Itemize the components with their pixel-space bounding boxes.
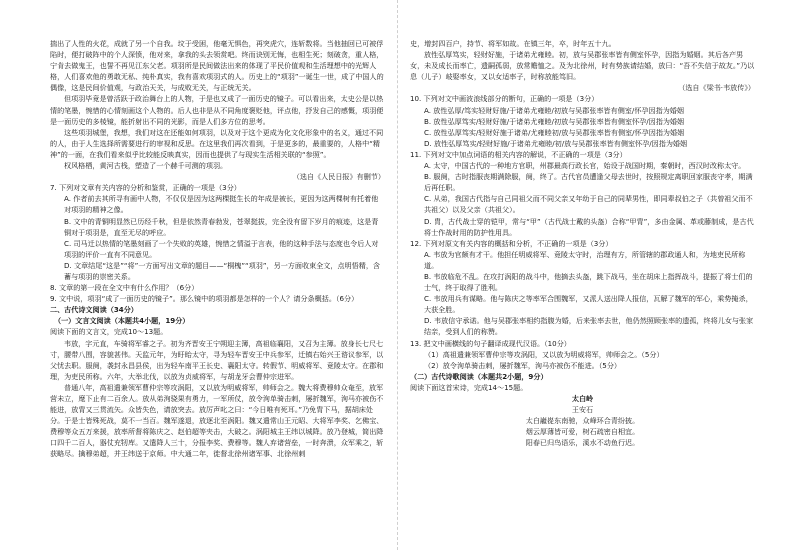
section-2a-heading: （一）文言文阅读（本题共4小题，19分） bbox=[54, 316, 190, 326]
essay-paragraph-4: 权风格栖，黄河古栈，塑造了一个赫千可测的项羽。 bbox=[64, 161, 228, 171]
question-13-part-2: （2）放令洵单骑击刺，屡折魏军，洵马亦被伤不能进。（5分） bbox=[424, 360, 622, 370]
question-12-option-c: C. 韦放用兵有谋略。他与陈庆之等率军合围魏军，又派人送出降人报信，瓦解了魏军的军心，乘势掩杀，大获全胜。 bbox=[424, 294, 753, 315]
question-11-option-d: D. 胄，古代战士穿的铠甲，常与“甲”（古代战士戴的头盔）合称“甲胄”，多由金属、革或藤制成，是古代将士作战时用的防护性用具。 bbox=[424, 216, 754, 237]
essay-source: （选自《人民日报》有删节） bbox=[292, 172, 385, 182]
poem-author: 王安石 bbox=[571, 405, 594, 415]
essay-paragraph-1: 揣出了人性的火花，成就了另一个自我。坟于受困，他毫无惧色，再突虎穴，连斩数将。当他抽回已可被俘陷时，便打破阵中的个人深愤，他对来，拿我的头去领赏吧。终而诀别无悔，也相生死；刻破贪，重人格，宁肯去做鬼王，也誓不再见江东父老。项羽所是民间做法出来的体现了平民价值观和生活理想中的光辉人格，人们喜欢他的勇敢无私、纯朴真实，我有喜欢项羽式的人。历史上的“项羽”一诞生一世，成了中国人的偶像，这是民间价值观，与政治天关，与成败无关，与正统无关。 bbox=[50, 39, 384, 93]
question-12: 12. 下列对原文有关内容的概括和分析，不正确的一项是（3分） bbox=[410, 238, 613, 248]
question-7: 7. 下列对文章有关内容的分析和鉴赏，正确的一项是（3分） bbox=[50, 183, 241, 193]
question-12-option-a: A. 韦放为官颇有才干。他担任明威将军、竟陵太守时，治理有方，所管辖的郡政通人和，为地吏民所称道。 bbox=[424, 249, 746, 270]
section-2b-intro: 阅读下面这首宋诗，完成14～15题。 bbox=[410, 382, 528, 392]
section-2b-heading: （二）古代诗歌阅读（本题共2小题，9分） bbox=[410, 371, 548, 381]
question-10-option-b: B. 放性弘厚笃实/轻财好施/于诸弟尤雍睦/初放与吴郡张率皆有侧室怀孕/因指为婚姻 bbox=[424, 116, 685, 126]
poem-line-3: 阳春已归鸟语乐，溪水不动鱼行迟。 bbox=[525, 438, 640, 448]
question-10-option-d: D. 放性弘厚笃实/轻财好施/于诸弟尤雍睦/初/放与吴郡张率皆有侧室怀孕/因指为婚姻 bbox=[424, 138, 688, 148]
left-column bbox=[50, 38, 385, 460]
section-2a-intro: 阅读下面的文言文，完成10～13题。 bbox=[50, 327, 168, 337]
question-7-option-b: B. 文中的青铜明显然已历经千秋，但是依然青春勃发，苍翠挺拔，完全没有留下岁月的痕迹，这是青铜对于项羽是，直至无尽的呼应。 bbox=[64, 216, 379, 237]
question-11-option-b: B. 服阕，古时指服丧期满除服，阕，终了。古代官员遭逢父母去世时，按照规定离职回家服丧守孝，期满后再任职。 bbox=[424, 172, 753, 193]
section-2-heading: 二、古代诗文阅读（34分） bbox=[50, 305, 138, 315]
poem-line-1: 太白巃嵸东南驰，众峰环合青纷披。 bbox=[525, 416, 640, 426]
question-13-part-1: （1）高祖遣兼领军曹仲宗等攻涡阳，又以放为明威将军，帅师会之。（5分） bbox=[424, 349, 664, 359]
classical-text-paragraph-3: 放性弘厚笃实，轻财好施，于诸弟尤雍睦。初，放与吴郡张率皆有侧室怀孕，因指为婚姻。其后各产男女，未及成长而率亡，遗嗣孤弱，放常赡恤之。及为北徐州，时有势族请结婚，放曰：“吾不失信于故友。”乃以息（儿子）岐娶率女，又以女适率子，时称放能笃旧。 bbox=[410, 50, 755, 82]
question-10-option-c: C. 放性弘厚笃实/轻财好施于诸弟/尤雍睦初/放与吴郡张率皆有侧室/怀孕因指为婚姻 bbox=[424, 127, 685, 137]
question-10-option-a: A. 放性弘厚/笃实轻财好施/于诸弟尤雍睦/初放与吴郡张率皆有侧室/怀孕因指为婚姻 bbox=[424, 105, 684, 115]
right-column bbox=[410, 38, 755, 448]
classical-text-paragraph-1: 韦放，字元直，车骑将军睿之子。初为齐晋安王宁朔迎主簿，高祖临襄阳，又召为主簿。放身长七尺七寸，腰带八围，容貌甚伟。天监元年，为盱眙太守，寻为轻车晋安王中兵参军，迁镇右始兴王谘议参军，以父忧去职。服阕，袭封永昌县侯，出为轻车南平王长史、襄阳太守。转假节、明威将军、竟陵太守。在郡和理，为吏民所称。六年，大举北伐，以放为贞威将军，与胡龙牙会曹仲宗进军。 bbox=[50, 338, 384, 381]
question-9: 9. 文中说，项羽“成了一面历史的镜子”。那么镜中的项羽都是怎样的一个人？请分条概括。（6分） bbox=[50, 294, 359, 304]
question-11-option-a: A. 太守，中国古代的一种地方官职，州郡最高行政长官，始设于战国时期，秦朝时，西汉时改称太守。 bbox=[424, 161, 746, 171]
classical-text-source: （选自《梁书·韦放传》） bbox=[678, 83, 755, 93]
question-12-option-b: B. 韦放临危不乱。在攻打涡阳的战斗中，他摘去头盔，跳下战马，坐在胡床上指挥战斗，提振了将士们的士气，终于取得了胜利。 bbox=[424, 271, 753, 293]
question-8: 8. 文章的第一段在全文中有什么作用？（6分） bbox=[50, 283, 199, 293]
question-11: 11. 下列对文中加点词语的相关内容的解说，不正确的一项是（3分） bbox=[410, 149, 627, 159]
question-11-option-c: C. 从弟，我国古代指与自己同祖父而不同父亲又年幼于自己的同辈男性，即同辈叔伯之子（共曾祖父而不共祖父）以及父亲（共祖父）。 bbox=[424, 194, 753, 215]
classical-text-paragraph-2: 普通八年，高祖遣兼领军曹仲宗等攻涡阳，又以放为明威将军，帅师会之。魏大将费穆帅众奄至，放军营未立，麾下止有二百余人。放从弟洵骁果有勇力，一军所仗，放令洵单骑击刺，屡折魏军，洵马亦被伤不能进，放胄又三贯流矢。众皆失色，请放突去。放厉声叱之曰：“今日唯有死耳。”乃免胄下马，据胡床处分。于是士皆殊死战，莫不一当百。魏军遂退，放逐北至涡阳。魏又遣常山王元昭、大将军李奖、乞佛宝、费穆等众五万来援，放率所督将陈庆之、赵伯超等夹击，大破之。涡阳城主王纬以城降。放乃登城，简出降口四千二百人，器仗充牣库。又遣降人三十，分报李奖、费穆等。魏人弃诸营垒，一时奔溃，众军乘之，斩获略尽。擒穆弟超，并王纬送于京师。中大通二年，徙督北徐州诸军事、北徐州刺 bbox=[50, 382, 384, 459]
page-fold-divider bbox=[397, 0, 398, 550]
question-10: 10. 下列对文中画波浪线部分的断句，正确的一项是（3分） bbox=[410, 94, 599, 104]
question-7-option-d: D. 文章结尾“这是”“将”一方面写出文章的题目——“桐槐”“项羽”，另一方面收束全文，点明悟精，含蓄与项羽的崇密关系。 bbox=[64, 260, 381, 281]
classical-text-paragraph-2-cont: 史，增封四百户，持节、将军如故。在镇三年，卒，时年五十九。 bbox=[410, 39, 616, 48]
question-7-option-c: C. 司马迁以热情的笔墨刻画了一个失败的英雄，惋惜之情溢于言表，他的这种手法与态度也令后人对项羽的评价一直有不同意见。 bbox=[64, 238, 379, 259]
essay-paragraph-3: 这些项羽城堡，我想，我们对这在还能如何项羽，以及对于这个更成为化文化形象中的名义，通过不同的人，由于人生选择所需要进行的审视和反思。在这里我们再次看到，于是更多的，最重要的，人格中“精神”的一面，在我们看来似乎比较能反映真实，因而也提供了与现实生活相关联的“参照”。 bbox=[50, 127, 384, 159]
question-13: 13. 把文中画横线的句子翻译成现代汉语。（10分） bbox=[410, 338, 571, 348]
question-7-option-a: A. 作者前去其所寻有画中人物，不仅仅是因为这两棵挺生长的年成是被长，更因为这两棵树有托着他对项羽的精神之像。 bbox=[64, 194, 379, 215]
poem-line-2: 烟云厚薄皆可爱，树石疏密自相宜。 bbox=[525, 427, 640, 437]
question-12-option-d: D. 韦放信守承诺。他与吴郡张率相约指腹为婚，后来张率去世，他仍然照顾张率的遗孤，终将儿女与张家结亲，受到人们的称赞。 bbox=[424, 316, 754, 337]
poem-title: 太白岭 bbox=[571, 394, 594, 403]
essay-paragraph-2: 但项羽毕竟是曾活跃于政治舞台上的人物，于是也又成了一面历史的镜子。可以看出来，太史公是以热情的笔墨，惋惜的心情刻画这个人物的。后人也非是从不同角度褒贬他，评点他，抒发自己的感慨，项羽便是一面历史的多棱镜，能折射出不同的光影，而是人们多方位的思考。 bbox=[50, 94, 384, 126]
poem-block bbox=[410, 393, 755, 448]
